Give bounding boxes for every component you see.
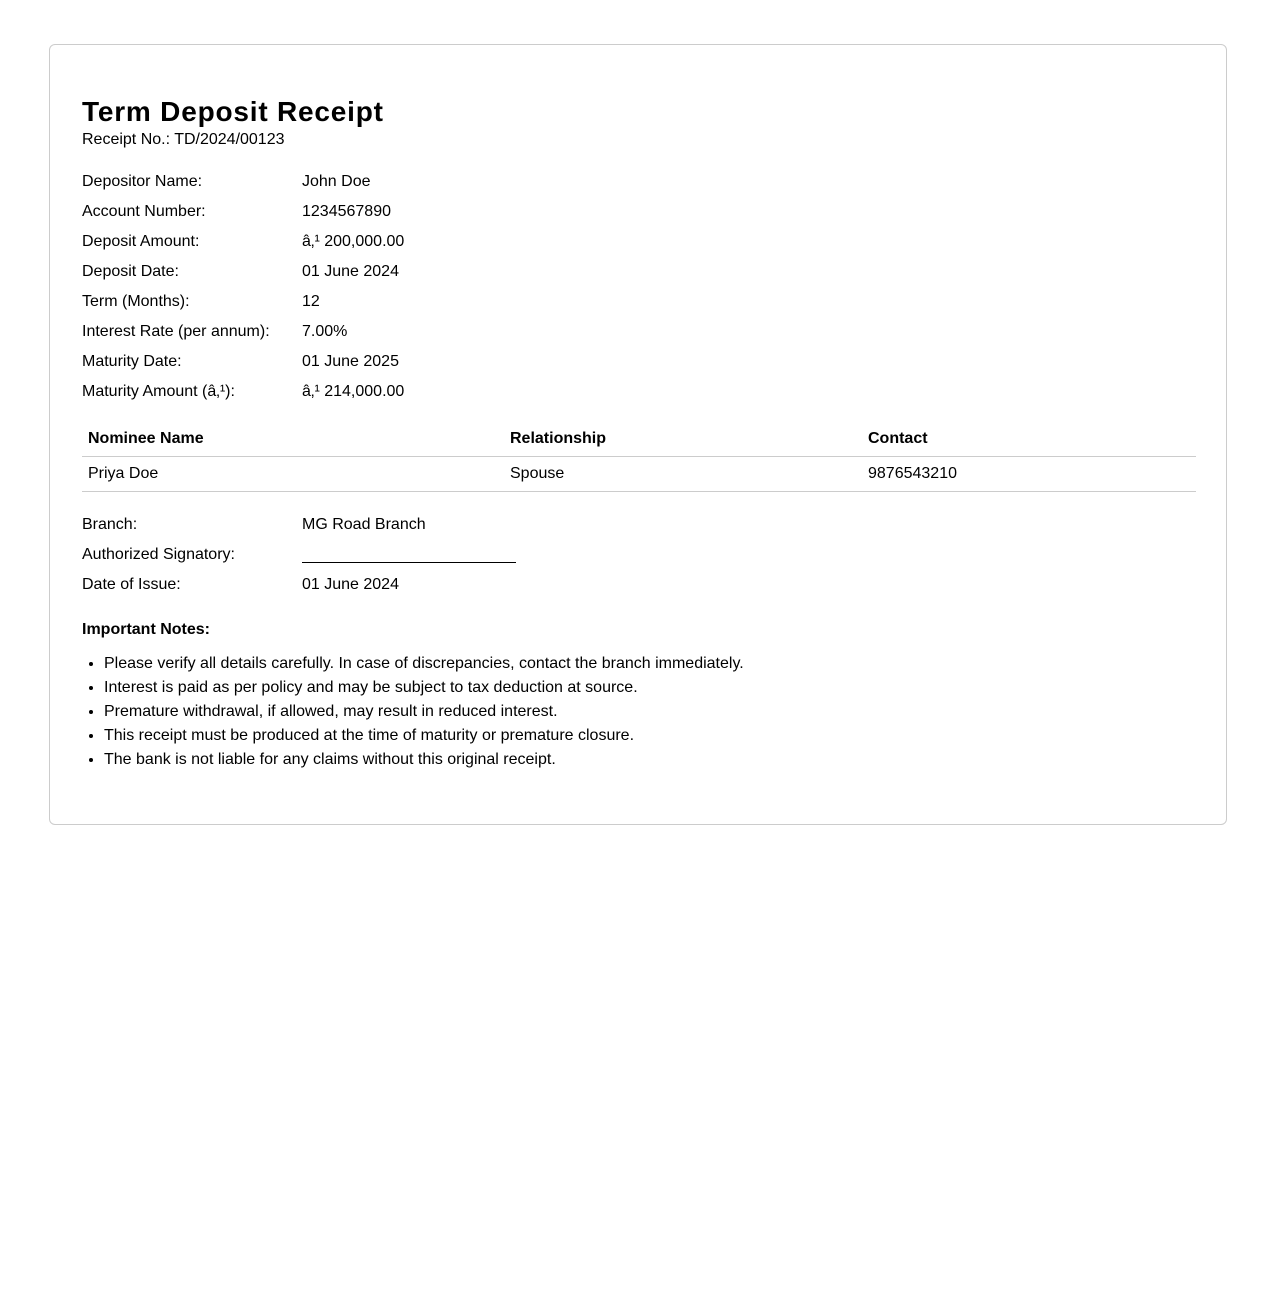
- detail-label: Account Number:: [82, 203, 206, 220]
- detail-row-account-number: [82, 197, 1196, 227]
- branch-details: [82, 510, 1196, 600]
- detail-label: Deposit Amount:: [82, 233, 200, 250]
- column-header-relationship: Relationship: [504, 422, 862, 457]
- detail-value: â‚¹ 214,000.00: [302, 383, 405, 400]
- detail-label: Interest Rate (per annum):: [82, 323, 270, 340]
- detail-label: Maturity Amount (â‚¹):: [82, 383, 235, 400]
- contact-cell: 9876543210: [862, 457, 1196, 492]
- relationship-cell: Spouse: [504, 457, 862, 492]
- detail-value: John Doe: [302, 173, 371, 190]
- branch-label: Branch:: [82, 516, 138, 533]
- branch-row: [82, 510, 1196, 540]
- detail-row-maturity-amount: [82, 377, 1196, 407]
- list-item: • The bank is not liable for any claims without this original receipt.: [104, 748, 1196, 772]
- nominee-table-header-row: [82, 422, 1196, 457]
- receipt-content: [82, 95, 1196, 772]
- column-header-nominee-name: Nominee Name: [82, 422, 504, 457]
- list-item: • Please verify all details carefully. In case of discrepancies, contact the branch immediately.: [104, 652, 1196, 676]
- detail-row-term: [82, 287, 1196, 317]
- receipt-title: Term Deposit Receipt: [82, 96, 384, 127]
- signatory-row: [82, 540, 1196, 570]
- detail-label: Deposit Date:: [82, 263, 179, 280]
- detail-row-deposit-date: [82, 257, 1196, 287]
- signature-line: [302, 540, 516, 563]
- detail-label: Depositor Name:: [82, 173, 203, 190]
- detail-row-deposit-amount: [82, 227, 1196, 257]
- deposit-details: [82, 167, 1196, 407]
- detail-value: 01 June 2024: [302, 263, 399, 280]
- column-header-contact: Contact: [862, 422, 1196, 457]
- signatory-label: Authorized Signatory:: [82, 546, 235, 563]
- receipt-card: [49, 44, 1227, 825]
- detail-label: Term (Months):: [82, 293, 190, 310]
- detail-row-depositor-name: [82, 167, 1196, 197]
- table-row: [82, 457, 1196, 492]
- detail-value: â‚¹ 200,000.00: [302, 233, 405, 250]
- receipt-number: Receipt No.: TD/2024/00123: [82, 131, 285, 148]
- detail-value: 1234567890: [302, 203, 391, 220]
- issue-date-label: Date of Issue:: [82, 576, 181, 593]
- nominee-table: [82, 422, 1196, 492]
- branch-value: MG Road Branch: [302, 516, 426, 533]
- list-item: • This receipt must be produced at the time of maturity or premature closure.: [104, 724, 1196, 748]
- notes-list: [82, 652, 1196, 772]
- detail-value: 12: [302, 293, 320, 310]
- nominee-name-cell: Priya Doe: [82, 457, 504, 492]
- list-item: • Interest is paid as per policy and may be subject to tax deduction at source.: [104, 676, 1196, 700]
- list-item: • Premature withdrawal, if allowed, may result in reduced interest.: [104, 700, 1196, 724]
- issue-date-row: [82, 570, 1196, 600]
- detail-value: 7.00%: [302, 323, 348, 340]
- issue-date-value: 01 June 2024: [302, 576, 399, 593]
- detail-row-maturity-date: [82, 347, 1196, 377]
- detail-row-interest-rate: [82, 317, 1196, 347]
- detail-value: 01 June 2025: [302, 353, 399, 370]
- notes-title: Important Notes:: [82, 621, 210, 638]
- detail-label: Maturity Date:: [82, 353, 182, 370]
